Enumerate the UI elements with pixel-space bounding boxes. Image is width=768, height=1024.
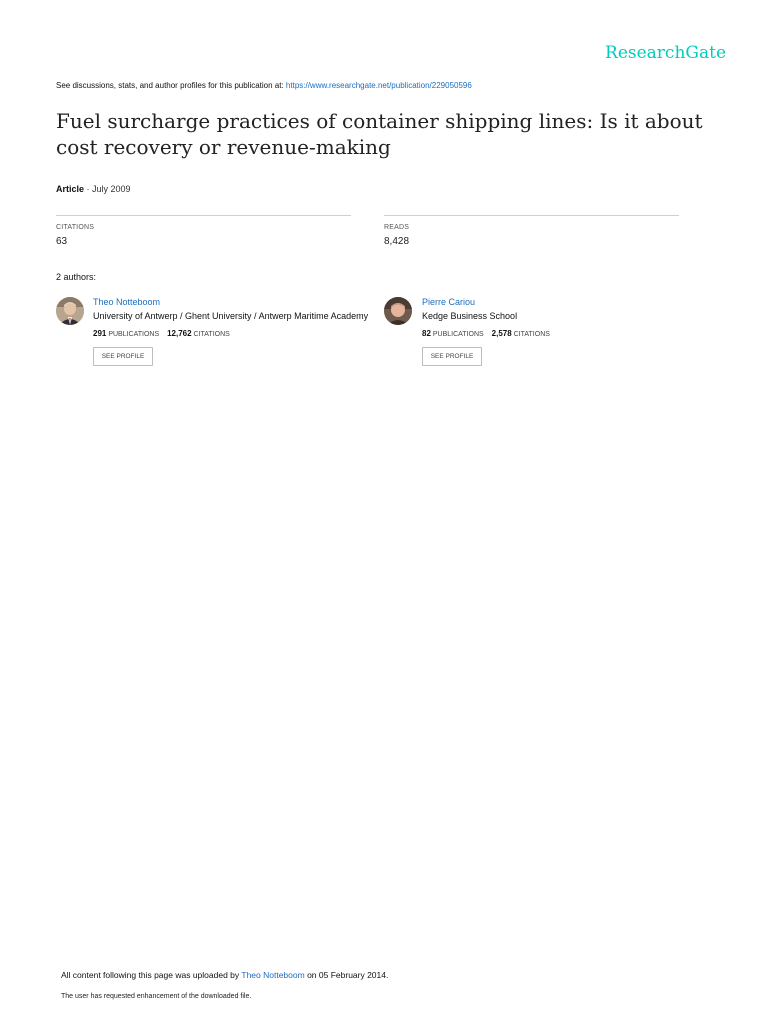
author-citations-label: CITATIONS (193, 331, 230, 338)
author-citations-count: 12,762 (167, 329, 192, 338)
uploader-link[interactable]: Theo Notteboom (241, 970, 305, 980)
author-publications-label: PUBLICATIONS (108, 331, 160, 338)
author-stats (93, 329, 230, 338)
publication-title: Fuel surcharge practices of container shipping lines: Is it about cost recovery or revenue-making (56, 109, 703, 159)
reads-value: 8,428 (384, 236, 410, 247)
citations-value: 63 (56, 236, 68, 247)
discussion-prefix: See discussions, stats, and author profiles for this publication at: (56, 81, 284, 90)
citations-divider (56, 215, 351, 216)
author-photo-icon (56, 297, 84, 325)
author-photo-icon (384, 297, 412, 325)
author-stats (422, 329, 550, 338)
article-type: Article (56, 184, 85, 194)
researchgate-logo[interactable]: ResearchGate (605, 43, 726, 63)
author-name-link[interactable]: Theo Notteboom (93, 297, 161, 307)
author-name-link[interactable]: Pierre Cariou (422, 297, 476, 307)
author-citations-count: 2,578 (491, 329, 512, 338)
upload-suffix: on 05 February 2014. (307, 970, 389, 980)
authors-count: 2 authors: (56, 272, 97, 282)
upload-prefix: All content following this page was uploaded by (61, 970, 240, 980)
author-avatar[interactable] (384, 297, 412, 325)
see-profile-button[interactable]: SEE PROFILE (422, 347, 482, 366)
citations-label: CITATIONS (56, 224, 95, 231)
article-date: · July 2009 (86, 184, 131, 194)
discussion-line (56, 81, 472, 90)
upload-note (61, 970, 388, 980)
see-profile-button[interactable]: SEE PROFILE (93, 347, 153, 366)
author-institution: Kedge Business School (422, 311, 518, 321)
article-meta (56, 184, 131, 194)
publication-link[interactable]: https://www.researchgate.net/publication/229050596 (285, 81, 472, 90)
author-citations-label: CITATIONS (513, 331, 550, 338)
author-publications-count: 291 (93, 329, 107, 338)
author-institution: University of Antwerp / Ghent University / Antwerp Maritime Academy (93, 311, 369, 321)
reads-divider (384, 215, 679, 216)
author-publications-label: PUBLICATIONS (432, 331, 484, 338)
author-publications-count: 82 (422, 329, 431, 338)
reads-label: READS (384, 224, 410, 231)
enhancement-note: The user has requested enhancement of the downloaded file. (61, 993, 252, 1000)
author-avatar[interactable] (56, 297, 84, 325)
